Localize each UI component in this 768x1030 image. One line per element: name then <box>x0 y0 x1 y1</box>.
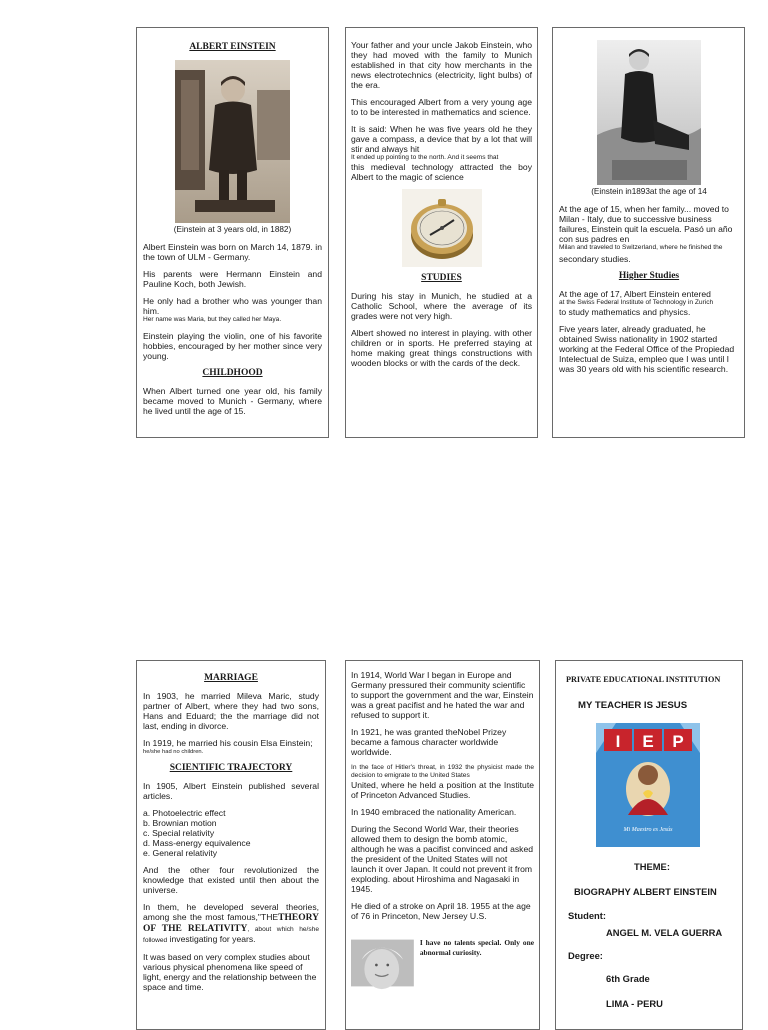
text-math-physics: to study mathematics and physics. <box>559 307 691 317</box>
heading-scientific-trajectory: SCIENTIFIC TRAJECTORY <box>169 763 293 773</box>
text-death: He died of a stroke on April 18. 1955 at the age of 76 in Princeton, New Jersey U.S. <box>351 901 531 921</box>
text-milan: At the age of 15, when her family... moved to Milan - Italy, due to successive business failures, Einstein quit la escuela. Pasó un año con sus padres en <box>559 204 733 244</box>
text-theories-note: , about which he/she followed <box>143 926 320 944</box>
text-secondary: secondary studies. <box>559 254 631 264</box>
logo-letter-p: P <box>672 732 684 751</box>
text-age17: At the age of 17, Albert Einstein entered <box>559 289 711 299</box>
text-catholic-school: During his stay in Munich, he studied at a Catholic School, where the average of its grades were not very high. <box>351 291 532 321</box>
photo-einstein-old <box>351 928 414 998</box>
photo-caption-child: (Einstein at 3 years old, in 1882) <box>173 225 292 234</box>
text-theories-start: In them, he developed several theories, among she the most famous,"THE <box>143 902 319 922</box>
heading-marriage: MARRIAGE <box>204 673 258 683</box>
panel-cover <box>555 660 743 1030</box>
text-magic-science: this medieval technology attracted the boy Albert to the magic of science <box>351 162 532 182</box>
text-no-children: he/she had no children. <box>143 749 204 755</box>
institution-label: PRIVATE EDUCATIONAL INSTITUTION <box>566 675 721 684</box>
logo-letter-e: E <box>642 732 654 751</box>
photo-caption-age14: (Einstein in1893at the age of 14 <box>591 187 707 196</box>
text-swiss-office: Five years later, already graduated, he obtained Swiss nationality in 1902 started working at the Federal Office of the Propiedad Intelectual de Suiza, empleo que I was until I was 30 years old with his scientific research. <box>559 324 735 374</box>
text-father-uncle: Your father and your uncle Jakob Einstein, who they had moved with the family to Munich established in that city how merchants in the news electrotechnics (electricity, light bulbs) of the era. <box>351 40 532 90</box>
text-sibling-note: Her name was Maria, but they called her Maya. <box>143 316 282 323</box>
school-logo <box>596 723 700 847</box>
text-relativity: THEORY OF THE RELATIVITY <box>143 913 319 934</box>
heading-higher-studies: Higher Studies <box>618 271 680 281</box>
student-label: Student: <box>568 910 607 921</box>
degree-value: 6th Grade <box>606 973 650 984</box>
quote-text: I have no talents special. Only one abnormal curiosity. <box>419 938 534 957</box>
text-sibling <box>143 296 322 316</box>
theme-label: THEME: <box>634 861 670 872</box>
text-parents: His parents were Hermann Einstein and Pauline Koch, both Jewish. <box>143 269 322 289</box>
text-milan-note: Milan and traveled to Switzerland, where he finished the <box>559 244 723 251</box>
panel-higher-studies <box>552 27 745 438</box>
list-item: a. Photoelectric effect <box>143 808 226 818</box>
text-complex-studies: It was based on very complex studies about various physical phenomena like speed of light, energy and the relationship between the space and time. <box>143 952 317 992</box>
city-label: LIMA - PERU <box>606 998 663 1009</box>
text-mileva: In 1903, he married Mileva Maric, study partner of Albert, where they had two sons, Hans and Eduard; the the marriage did not last, ending in divorce. <box>143 691 319 731</box>
panel-childhood-cont <box>345 27 538 438</box>
school-name: MY TEACHER IS JESUS <box>578 700 688 711</box>
text-1940: In 1940 embraced the nationality American. <box>351 807 517 817</box>
logo-letter-i: I <box>615 732 621 751</box>
text-theories-end: investigating for years. <box>169 934 256 944</box>
text-compass-note: It ended up pointing to the north. And it seems that <box>351 154 499 161</box>
panel-marriage <box>136 660 326 1030</box>
student-value: ANGEL M. VELA GUERRA <box>606 927 723 938</box>
photo-einstein-child <box>175 60 290 223</box>
text-wwii: During the Second World War, their theories allowed them to design the bomb atomic, although he was a pacifist convinced and asked the president of the United States will not launch it over Japan. It could not prevent it from exploding. about Hiroshima and Nagasaki in 1945. <box>351 824 534 894</box>
compass-image <box>402 189 482 267</box>
text-birth: Albert Einstein was born on March 14, 1879. in the town of ULM - Germany. <box>143 242 322 262</box>
text-compass: It is said: When he was five years old he they gave a compass, a device that by a lot that will stir and always hit <box>351 124 532 154</box>
text-elsa: In 1919, he married his cousin Elsa Einstein; <box>143 738 313 748</box>
text-zurich-note: at the Swiss Federal Institute of Technology in Zurich <box>559 299 714 306</box>
text-sibling-main: He only had a brother who was younger than him. <box>143 296 322 316</box>
heading-childhood: CHILDHOOD <box>202 368 263 378</box>
text-munich-move: When Albert turned one year old, his family became moved to Munich - Germany, where he lived until the age of 15. <box>143 386 322 416</box>
heading-studies: STUDIES <box>421 273 462 283</box>
text-wwi: In 1914, World War I began in Europe and Germany pressured their community scientific to support the government and the war, Einstein was a great pacifist and he hated the war and refused to support it. <box>351 670 534 720</box>
title-albert-einstein: ALBERT EINSTEIN <box>189 42 276 52</box>
text-no-interest: Albert showed no interest in playing. with other children or in sports. He preferred staying at home making great things constructions with wooden blocks or with the cards of the deck. <box>351 328 532 368</box>
text-encouraged: This encouraged Albert from a very young age to to be interested in mathematics and science. <box>351 97 532 117</box>
list-item: b. Brownian motion <box>143 818 217 828</box>
degree-label: Degree: <box>568 950 603 961</box>
list-articles <box>143 808 319 858</box>
logo-motto: Mi Maestro es Jesús <box>623 827 673 833</box>
theme-value: BIOGRAPHY ALBERT EINSTEIN <box>574 886 717 897</box>
list-item: d. Mass-energy equivalence <box>143 838 251 848</box>
list-item: c. Special relativity <box>143 828 215 838</box>
text-revolutionized: And the other four revolutionized the knowledge that existed until then about the universe. <box>143 865 319 895</box>
text-nobel: In 1921, he was granted theNobel Prizey became a famous character worldwide worldwide. <box>351 727 507 757</box>
photo-einstein-age14 <box>597 40 701 185</box>
quote-block <box>351 928 534 998</box>
text-violin: Einstein playing the violin, one of his favorite hobbies, encouraged by her mother since very young. <box>143 331 322 361</box>
panel-einstein-intro <box>136 27 329 438</box>
text-1905: In 1905, Albert Einstein published several articles. <box>143 781 319 801</box>
panel-later-life <box>345 660 540 1030</box>
text-hitler-note: In the face of Hitler's threat, in 1932 the physicist made the decision to emigrate to the United States <box>351 764 534 779</box>
list-item: e. General relativity <box>143 848 218 858</box>
text-theories <box>143 902 319 945</box>
text-princeton: United, where he held a position at the Institute of Princeton Advanced Studies. <box>351 780 534 800</box>
